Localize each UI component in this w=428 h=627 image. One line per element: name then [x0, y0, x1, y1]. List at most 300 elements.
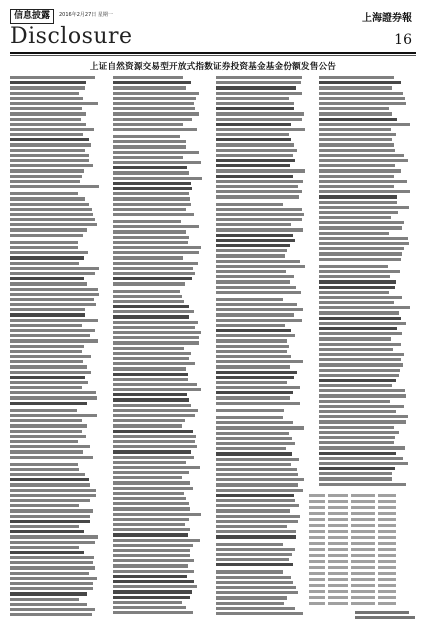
text-line: [216, 313, 294, 316]
distribution-table: [309, 493, 406, 607]
text-line: [319, 118, 397, 121]
text-line: [10, 504, 79, 507]
table-row: [309, 541, 406, 546]
text-line: [10, 509, 93, 512]
text-line: [113, 81, 191, 84]
table-row: [309, 529, 406, 534]
table-cell: [351, 578, 375, 581]
text-line: [319, 363, 403, 366]
text-line: [113, 128, 197, 131]
text-line: [10, 81, 86, 84]
text-line: [10, 430, 82, 433]
text-line: [319, 472, 392, 475]
text-line: [10, 381, 88, 384]
text-line: [10, 218, 95, 221]
table-cell: [309, 596, 325, 599]
table-row: [309, 565, 406, 570]
text-line: [113, 241, 188, 244]
table-cell: [351, 602, 375, 605]
text-line: [10, 92, 79, 95]
text-line: [10, 267, 99, 270]
table-cell: [378, 530, 396, 533]
text-line: [216, 208, 302, 211]
text-line: [113, 393, 187, 396]
text-line: [113, 559, 194, 562]
text-line: [319, 457, 403, 460]
table-cell: [328, 566, 348, 569]
text-line: [216, 133, 289, 136]
text-line: [113, 251, 199, 254]
text-line: [10, 350, 82, 353]
text-line: [10, 128, 94, 131]
text-line: [216, 591, 298, 594]
text-line: [113, 208, 186, 211]
text-line: [319, 291, 389, 294]
text-line: [216, 530, 296, 533]
table-cell: [328, 560, 348, 563]
text-line: [319, 164, 395, 167]
text-line: [216, 123, 291, 126]
text-line: [10, 598, 79, 601]
text-line: [319, 348, 393, 351]
text-line: [113, 466, 200, 469]
text-line: [113, 424, 182, 427]
text-line: [113, 118, 192, 121]
text-line: [113, 414, 195, 417]
text-line: [216, 76, 302, 79]
text-line: [319, 237, 408, 240]
text-line: [113, 123, 183, 126]
text-line: [10, 169, 84, 172]
page-number: 16: [394, 32, 412, 48]
text-line: [113, 544, 193, 547]
text-line: [113, 272, 195, 275]
text-line: [216, 154, 293, 157]
text-line: [10, 175, 82, 178]
text-line: [216, 371, 297, 374]
text-line: [113, 383, 197, 386]
text-line: [10, 228, 87, 231]
text-line: [319, 384, 392, 387]
text-line: [319, 420, 406, 423]
table-cell: [328, 494, 348, 497]
text-line: [10, 159, 89, 162]
text-line: [10, 133, 83, 136]
text-line: [319, 76, 394, 79]
text-line: [10, 409, 77, 412]
text-line: [113, 310, 194, 313]
table-cell: [309, 548, 325, 551]
text-line: [319, 337, 391, 340]
text-line: [319, 441, 394, 444]
text-line: [319, 426, 394, 429]
text-line: [113, 161, 201, 164]
text-line: [216, 275, 294, 278]
text-line: [10, 313, 85, 316]
text-line: [10, 324, 82, 327]
text-line: [10, 319, 98, 322]
text-line: [113, 398, 189, 401]
text-line: [319, 405, 404, 408]
text-line: [10, 246, 78, 249]
text-line: [113, 331, 201, 334]
text-line: [319, 154, 404, 157]
text-line: [216, 350, 287, 353]
text-line: [216, 437, 292, 440]
text-line: [216, 426, 304, 429]
text-line: [319, 379, 396, 382]
text-line: [216, 319, 302, 322]
text-line: [113, 230, 186, 233]
text-line: [216, 602, 284, 605]
text-line: [10, 435, 86, 438]
text-line: [216, 345, 289, 348]
text-line: [319, 143, 394, 146]
text-line: [10, 424, 87, 427]
text-line: [113, 151, 199, 154]
text-column-1: [10, 76, 105, 621]
text-line: [216, 102, 294, 105]
text-line: [216, 576, 291, 579]
text-line: [10, 483, 90, 486]
text-line: [216, 386, 300, 389]
text-line: [216, 107, 294, 110]
text-line: [216, 112, 304, 115]
text-line: [10, 566, 95, 569]
table-row: [309, 499, 406, 504]
text-line: [319, 452, 396, 455]
table-row: [309, 517, 406, 522]
text-line: [216, 164, 290, 167]
table-row: [309, 535, 406, 540]
text-line: [10, 365, 87, 368]
text-line: [216, 607, 295, 610]
text-line: [10, 293, 99, 296]
table-cell: [328, 596, 348, 599]
text-line: [10, 414, 97, 417]
table-cell: [328, 578, 348, 581]
text-line: [10, 396, 97, 399]
table-row: [309, 577, 406, 582]
text-line: [319, 317, 401, 320]
text-line: [216, 473, 298, 476]
text-line: [113, 362, 195, 365]
table-cell: [328, 530, 348, 533]
text-line: [113, 203, 191, 206]
text-line: [113, 539, 200, 542]
table-row: [309, 511, 406, 516]
text-line: [10, 494, 96, 497]
text-line: [113, 135, 180, 138]
text-line: [113, 341, 199, 344]
table-cell: [351, 554, 375, 557]
table-cell: [328, 572, 348, 575]
text-line: [113, 388, 201, 391]
text-line: [319, 275, 390, 278]
text-line: [319, 97, 405, 100]
table-cell: [351, 590, 375, 593]
text-line: [10, 582, 93, 585]
text-line: [319, 123, 410, 126]
text-line: [113, 378, 188, 381]
text-line: [216, 468, 297, 471]
text-line: [319, 462, 408, 465]
table-row: [309, 589, 406, 594]
table-cell: [378, 590, 396, 593]
text-line: [319, 185, 394, 188]
text-line: [10, 118, 81, 121]
text-line: [113, 197, 190, 200]
text-line: [113, 295, 182, 298]
text-line: [319, 322, 406, 325]
text-line: [319, 81, 401, 84]
table-cell: [351, 566, 375, 569]
text-line: [216, 138, 291, 141]
text-line: [216, 118, 302, 121]
text-line: [113, 352, 191, 355]
text-line: [319, 169, 401, 172]
text-line: [113, 471, 189, 474]
text-line: [10, 308, 85, 311]
text-line: [319, 265, 388, 268]
text-line: [10, 154, 89, 157]
text-line: [216, 520, 298, 523]
text-line: [216, 548, 295, 551]
table-cell: [378, 506, 396, 509]
table-cell: [328, 500, 348, 503]
issue-date: 2016年2月27日 星期一: [59, 12, 113, 18]
table-cell: [378, 500, 396, 503]
table-cell: [309, 518, 325, 521]
text-line: [113, 347, 184, 350]
table-cell: [378, 566, 396, 569]
text-line: [10, 303, 96, 306]
text-line: [216, 452, 292, 455]
table-cell: [378, 494, 396, 497]
text-line: [216, 286, 296, 289]
text-line: [319, 270, 400, 273]
text-line: [10, 530, 84, 533]
text-line: [113, 564, 188, 567]
text-line: [113, 76, 183, 79]
text-line: [113, 507, 190, 510]
table-cell: [328, 506, 348, 509]
text-line: [10, 112, 86, 115]
text-line: [216, 244, 290, 247]
text-line: [10, 440, 78, 443]
text-line: [113, 409, 198, 412]
text-line: [10, 251, 88, 254]
table-cell: [351, 512, 375, 515]
text-line: [216, 543, 283, 546]
text-line: [319, 159, 408, 162]
table-cell: [378, 542, 396, 545]
text-line: [113, 419, 185, 422]
text-line: [10, 164, 93, 167]
table-cell: [351, 506, 375, 509]
text-line: [319, 436, 395, 439]
text-line: [10, 282, 87, 285]
text-line: [319, 102, 406, 105]
text-line: [216, 92, 302, 95]
text-line: [113, 585, 197, 588]
text-line: [319, 252, 402, 255]
text-line: [10, 107, 82, 110]
text-line: [319, 221, 404, 224]
text-line: [319, 446, 405, 449]
text-line: [216, 612, 303, 615]
text-line: [216, 494, 294, 497]
text-line: [113, 305, 189, 308]
table-cell: [309, 524, 325, 527]
table-cell: [351, 494, 375, 497]
text-line: [113, 450, 191, 453]
table-cell: [378, 524, 396, 527]
text-line: [216, 570, 283, 573]
text-line: [216, 223, 291, 226]
text-line: [113, 225, 199, 228]
text-line: [319, 301, 394, 304]
text-line: [10, 197, 85, 200]
text-line: [113, 487, 193, 490]
text-line: [216, 143, 294, 146]
text-line: [216, 175, 293, 178]
text-line: [216, 159, 295, 162]
text-line: [10, 298, 94, 301]
text-line: [216, 308, 303, 311]
table-row: [309, 595, 406, 600]
text-line: [216, 489, 303, 492]
text-line: [10, 86, 85, 89]
table-cell: [309, 566, 325, 569]
text-line: [113, 445, 197, 448]
text-line: [10, 185, 99, 188]
table-cell: [309, 584, 325, 587]
table-cell: [328, 518, 348, 521]
text-line: [216, 128, 305, 131]
text-line: [113, 502, 189, 505]
text-line: [113, 262, 198, 265]
text-line: [113, 256, 183, 259]
text-line: [319, 226, 402, 229]
table-cell: [351, 548, 375, 551]
text-line: [113, 440, 195, 443]
text-line: [10, 223, 97, 226]
text-line: [113, 481, 190, 484]
text-line: [216, 442, 295, 445]
text-line: [113, 112, 199, 115]
text-line: [216, 581, 293, 584]
text-line: [216, 391, 293, 394]
text-line: [10, 192, 78, 195]
text-line: [319, 242, 409, 245]
table-cell: [351, 530, 375, 533]
text-line: [113, 177, 202, 180]
text-line: [319, 400, 390, 403]
text-line: [10, 234, 83, 237]
text-line: [319, 343, 401, 346]
text-line: [113, 145, 186, 148]
table-cell: [351, 596, 375, 599]
text-line: [319, 216, 391, 219]
text-line: [113, 435, 196, 438]
text-line: [319, 353, 404, 356]
text-line: [216, 334, 295, 337]
text-line: [216, 376, 294, 379]
table-cell: [351, 560, 375, 563]
text-line: [216, 458, 299, 461]
table-cell: [351, 518, 375, 521]
text-line: [319, 138, 392, 141]
table-cell: [309, 572, 325, 575]
text-line: [319, 477, 392, 480]
text-line: [319, 306, 410, 309]
text-line: [319, 247, 404, 250]
table-cell: [378, 560, 396, 563]
text-line: [319, 149, 395, 152]
text-line: [319, 206, 409, 209]
text-line: [113, 187, 192, 190]
text-line: [10, 556, 94, 559]
text-line: [216, 249, 287, 252]
text-line: [319, 280, 396, 283]
text-line: [10, 76, 95, 79]
text-line: [319, 190, 410, 193]
text-line: [216, 355, 291, 358]
text-line: [319, 232, 389, 235]
text-line: [319, 92, 403, 95]
text-line: [319, 112, 392, 115]
text-line: [10, 371, 91, 374]
table-cell: [309, 506, 325, 509]
text-line: [216, 97, 289, 100]
masthead-rule-thin: [10, 55, 416, 56]
text-line: [113, 523, 185, 526]
table-cell: [378, 584, 396, 587]
text-line: [319, 128, 391, 131]
text-line: [10, 541, 95, 544]
table-row: [309, 559, 406, 564]
text-line: [10, 355, 91, 358]
text-line: [216, 421, 293, 424]
text-line: [216, 402, 300, 405]
table-cell: [328, 584, 348, 587]
text-line: [113, 596, 190, 599]
table-cell: [309, 560, 325, 563]
text-line: [10, 489, 96, 492]
text-line: [113, 497, 186, 500]
text-line: [355, 611, 409, 614]
text-line: [113, 606, 186, 609]
text-line: [113, 166, 187, 169]
text-line: [216, 381, 287, 384]
text-line: [113, 92, 199, 95]
text-line: [216, 185, 298, 188]
text-line: [216, 86, 296, 89]
text-line: [10, 445, 90, 448]
table-cell: [351, 500, 375, 503]
table-cell: [378, 602, 396, 605]
text-line: [10, 180, 80, 183]
text-line: [10, 288, 98, 291]
text-line: [319, 369, 400, 372]
text-line: [216, 81, 301, 84]
text-line: [113, 290, 180, 293]
text-line: [113, 601, 182, 604]
text-line: [113, 300, 184, 303]
text-line: [113, 156, 183, 159]
table-cell: [328, 602, 348, 605]
